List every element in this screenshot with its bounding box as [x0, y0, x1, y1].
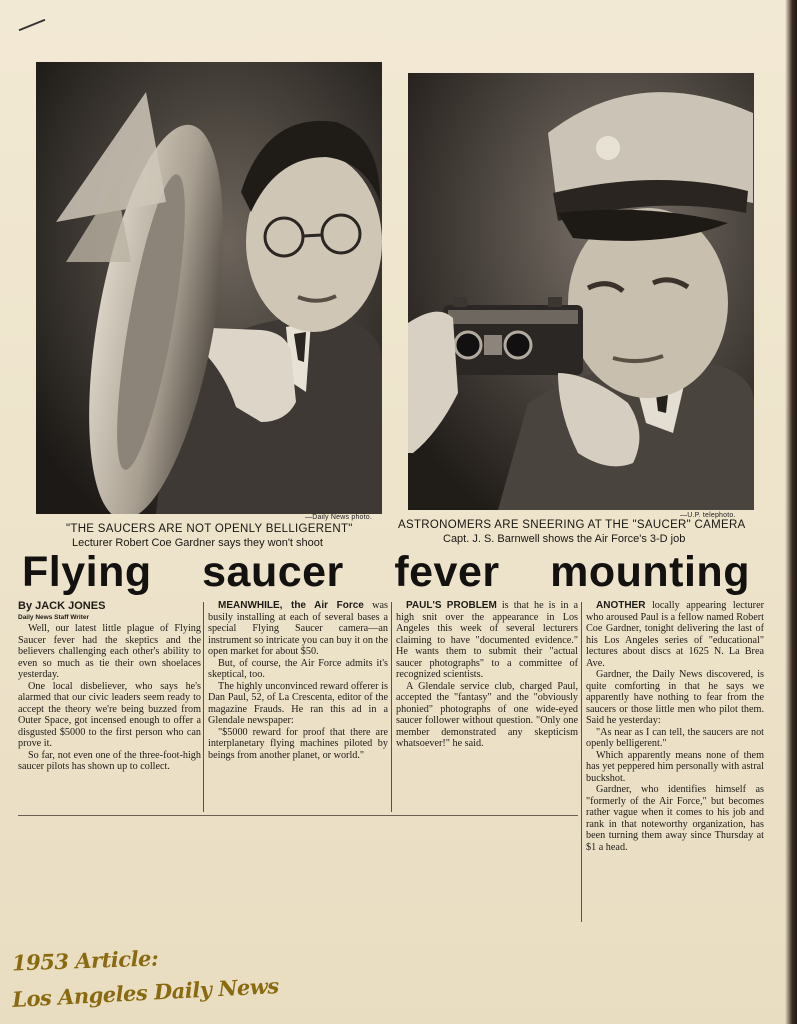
article-paragraph: One local disbeliever, who says he's alarmed that our civic leaders seem ready to accept the theory we're being buzzed from Outer Space, got incensed enough to offer a disgusted $5000 to the first person who can prove it. [18, 680, 201, 749]
photo-caption-subline: Lecturer Robert Coe Gardner says they won't shoot [72, 537, 323, 549]
article-paragraph: "As near as I can tell, the saucers are not openly belligerent." [586, 726, 764, 749]
handwritten-annotation: 1953 Article: [11, 945, 159, 976]
column-rule [203, 602, 204, 812]
article-paragraph [396, 600, 578, 681]
scan-edge-shadow [785, 0, 797, 1024]
photo-lecturer-gardner [36, 62, 382, 514]
article-column-4 [586, 600, 764, 853]
paragraph-text: was busily installing at each of several bases a special Flying Saucer camera—an instrument so intricate you can buy it on the open market for about $50. [208, 600, 389, 657]
article-paragraph: Which apparently means none of them has yet peppered him personally with astral buckshot. [586, 749, 764, 784]
photo-caption-subline: Capt. J. S. Barnwell shows the Air Force's 3-D job [443, 533, 686, 545]
column-rule [391, 602, 392, 812]
photo-credit: —U.P. telephoto. [680, 512, 736, 519]
subhead-lead: PAUL'S PROBLEM [406, 600, 497, 611]
article-headline [22, 546, 750, 598]
article-paragraph: The highly unconvinced reward offerer is Dan Paul, 52, of La Crescenta, editor of the magazine Frauds. He ran this ad in a Glendale newspaper: [208, 680, 388, 726]
headline-word: saucer [202, 548, 344, 596]
headline-word: mounting [550, 548, 750, 596]
article-paragraph: Gardner, who identifies himself as "formerly of the Air Force," but becomes rather vague when it comes to his job and rank in that noteworthy organization, has been turning them away since Thursday at $1 a head. [586, 784, 764, 853]
photo-caption-headline: ASTRONOMERS ARE SNEERING AT THE "SAUCER" CAMERA [398, 519, 746, 531]
article-column-1 [18, 600, 201, 773]
article-column-3 [396, 600, 578, 750]
article-paragraph: Well, our latest little plague of Flying Saucer fever had the skeptics and the believers challenging each other's ability to even so much as tie their own shoelaces yesterday. [18, 623, 201, 680]
photo-caption-headline: "THE SAUCERS ARE NOT OPENLY BELLIGERENT" [66, 523, 353, 535]
article-paragraph [586, 600, 764, 669]
photo-credit: —Daily News photo. [305, 514, 373, 521]
subhead-lead: ANOTHER [596, 600, 646, 611]
column-rule [581, 602, 582, 922]
handwritten-annotation: Los Angeles Daily News [11, 973, 280, 1012]
subhead-lead: MEANWHILE, the Air Force [218, 600, 364, 611]
photo-captain-barnwell [408, 73, 754, 510]
paragraph-text: is that he is in a high snit over the appearance in Los Angeles this week of several lecturers claiming to have "documented evidence." He wants them to submit their "actual saucer photographs" to a committee of recognized scientists. [396, 600, 578, 680]
article-paragraph: Gardner, the Daily News discovered, is quite comforting in that he says we apparently have nothing to fear from the saucers or those little men who pilot them. Said he yesterday: [586, 669, 764, 726]
headline-word: fever [394, 548, 500, 596]
staff-title: Daily News Staff Writer [18, 614, 90, 621]
article-paragraph: "$5000 reward for proof that there are interplanetary flying machines piloted by beings from another planet, or world." [208, 726, 388, 761]
byline: By JACK JONES [18, 600, 106, 612]
paragraph-text: locally appearing lecturer who aroused Paul is a fellow named Robert Coe Gardner, tonight delivering the last of his Los Angeles series of "educational" lectures about discs at 1625 N. La Brea Ave. [586, 600, 764, 669]
article-paragraph [208, 600, 388, 658]
article-paragraph: So far, not even one of the three-foot-high saucer pilots has shown up to collect. [18, 749, 201, 772]
article-column-2 [208, 600, 388, 761]
article-paragraph: A Glendale service club, charged Paul, accepted the "fantasy" and the "obviously phonied" photographs of one wide-eyed saucer follower without question. "Only one member demonstrated any skepticism whatsoever!" he said. [396, 680, 578, 749]
headline-word: Flying [22, 548, 152, 596]
column-bottom-rule [18, 815, 578, 816]
article-paragraph: But, of course, the Air Force admits it's skeptical, too. [208, 657, 388, 680]
